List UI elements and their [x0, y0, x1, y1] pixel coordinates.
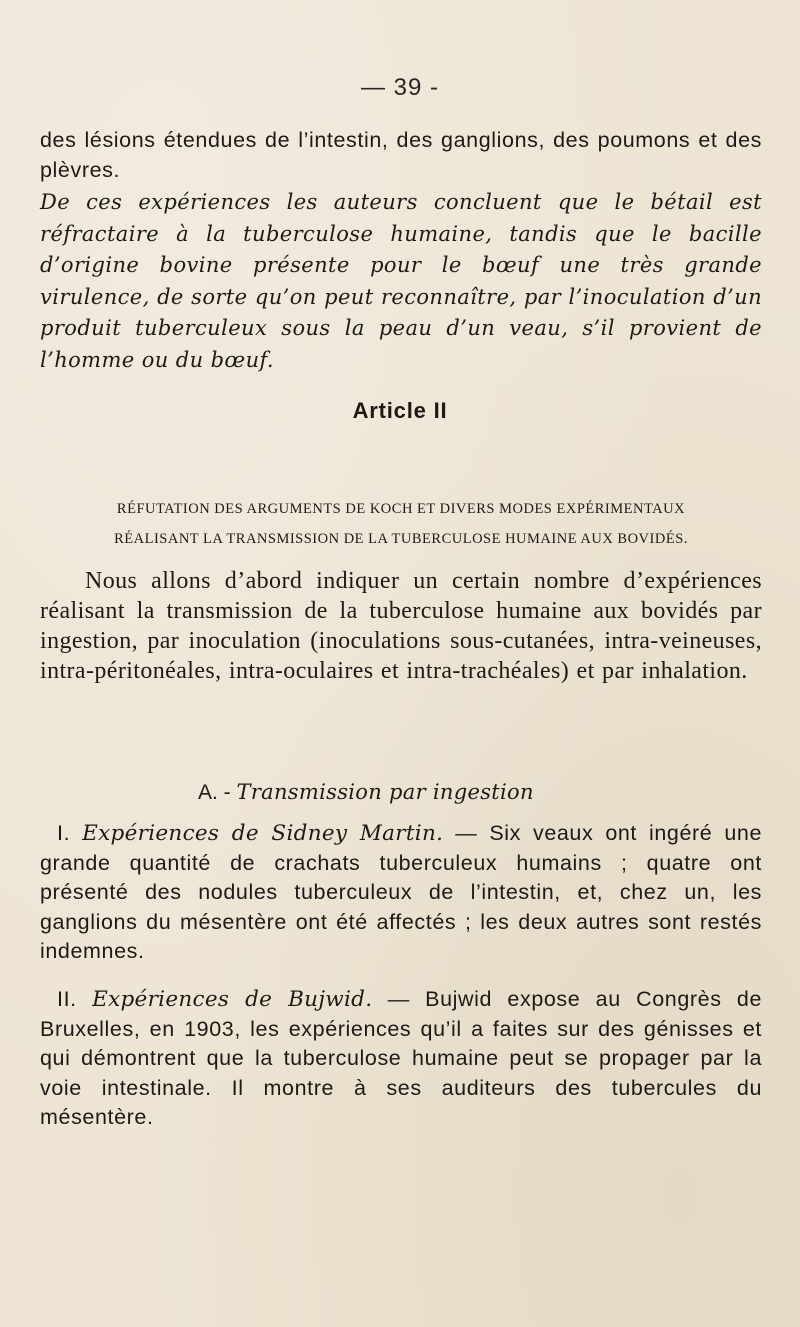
section-a-prefix: A. -	[198, 781, 231, 804]
page-number: — 39 -	[360, 74, 440, 101]
section-a-title	[198, 780, 534, 805]
conclusion-paragraph: De ces expériences les auteurs concluent que le bétail est réfractaire à la tuberculose humaine, tandis que le bacille d’origine bovine présente pour le bœuf une très grande virulence, de sorte qu’on peut reconnaître, par l’inoculation d’un produit tuberculeux sous la peau d’un veau, s’il provient de l’homme ou du bœuf.	[40, 190, 762, 372]
experiment-1-paragraph	[40, 819, 762, 967]
intro-paragraph: des lésions étendues de l’intestin, des ganglions, des poumons et des plèvres.	[40, 128, 762, 182]
experiment-2-numeral: II.	[57, 987, 77, 1011]
experiment-2-text: — Bujwid expose au Congrès de Bruxelles, en 1903, les expériences qu’il a faites sur des génisses et qui démontrent que la tuberculose humaine peut se propager par la voie intestinale. Il montre à ses auditeurs des tubercules du mésentère.	[40, 987, 763, 1129]
experiment-2-paragraph	[40, 985, 762, 1133]
article-heading: Article II	[352, 398, 448, 423]
article-subheading	[40, 494, 762, 554]
section-a-label: Transmission par ingestion	[236, 780, 534, 804]
experiment-1-numeral: I.	[57, 821, 71, 845]
body-paragraph: Nous allons d’abord indiquer un certain nombre d’expériences réalisant la transmission de la tuberculose humaine aux bovidés par ingestion, par inoculation (inoculations sous-cutanées, intra-veineuses, intra-péritonéales, intra-oculaires et intra-trachéales) et par inhalation.	[40, 568, 762, 684]
experiment-1-text: — Six veaux ont ingéré une grande quantité de crachats tuberculeux humains ; quatre ont présenté des nodules tuberculeux de l’intestin, et, chez un, les ganglions du mésentère ont été affectés ; les deux autres sont restés indemnes.	[40, 821, 762, 963]
experiment-1-title: Expériences de Sidney Martin.	[82, 821, 444, 846]
article-subheading-line-1: RÉFUTATION DES ARGUMENTS DE KOCH ET DIVERS MODES EXPÉRIMENTAUX	[116, 501, 686, 517]
experiment-2-title: Expériences de Bujwid.	[92, 987, 373, 1012]
article-subheading-line-2: RÉALISANT LA TRANSMISSION DE LA TUBERCULOSE HUMAINE AUX BOVIDÉS.	[114, 531, 688, 547]
